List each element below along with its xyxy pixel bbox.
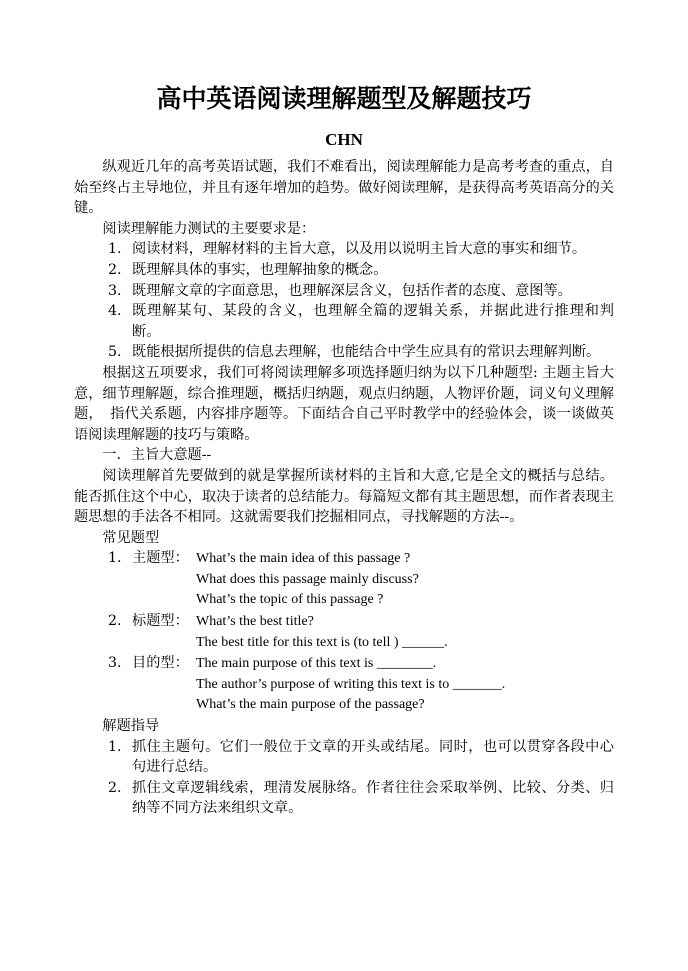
list-item: 3. 目的型： The main purpose of this text is ________. The author’s purpose of writing this text is to _______. What’s the main purpose of the passage? — [74, 653, 614, 716]
guidance-list — [74, 737, 614, 819]
author-line: CHN — [325, 130, 363, 149]
example-question: What does this passage mainly discuss? — [196, 571, 419, 587]
list-item: 5. 既能根据所提供的信息去理解，也能结合中学生应具有的常识去理解判断。 — [108, 344, 601, 361]
section-paragraph: 阅读理解首先要做到的就是掌握所读材料的主旨和大意,它是全文的概括与总结。能否抓住这个中心，取决于读者的总结能力。每篇短文都有其主题思想，而作者表现主题思想的手法各不相同。这就需要我们挖掘相同点，寻找解题的方法--。 — [74, 467, 614, 526]
common-types-heading: 常见题型 — [102, 529, 160, 546]
question-types-list — [74, 548, 614, 716]
question-type-label: 主题型： — [132, 550, 189, 567]
question-types-paragraph: 根据这五项要求，我们可将阅读理解多项选择题归纳为以下几种题型: 主题主旨大意，细节理解题，综合推理题，概括归纳题，观点归纳题，人物评价题，词义句义理解题， 指代关系题，内容排序题等。下面结合自己平时教学中的经验体会，谈一谈做英语阅读理解题的技巧与策略。 — [74, 364, 614, 443]
requirements-list — [74, 239, 614, 363]
example-question: The author’s purpose of writing this text is to _______. — [196, 676, 506, 692]
guidance-heading: 解题指导 — [102, 718, 160, 735]
list-item: 2. 标题型： What’s the best title? The best title for this text is (to tell ) ______. — [74, 611, 614, 653]
section-heading: 一．主旨大意题-- — [102, 447, 212, 464]
example-question: The main purpose of this text is ________. — [196, 656, 437, 672]
document-body — [74, 157, 614, 819]
list-item: 2. 抓住文章逻辑线索，理清发展脉络。作者往往会采取举例、比较、分类、归纳等不同方法来组织文章。 — [108, 779, 614, 817]
question-type-label: 标题型： — [132, 613, 189, 630]
list-item: 1. 主题型： What’s the main idea of this passage ? What does this passage mainly discuss? What’s the topic of this passage ? — [74, 548, 614, 611]
requirements-intro: 阅读理解能力测试的主要要求是： — [102, 220, 316, 237]
example-question: What’s the main purpose of the passage? — [196, 697, 425, 713]
list-item: 1. 抓住主题句。它们一般位于文章的开头或结尾。同时，也可以贯穿各段中心句进行总结。 — [108, 738, 614, 776]
list-item: 3. 既理解文章的字面意思，也理解深层含义，包括作者的态度、意图等。 — [108, 282, 572, 299]
list-item: 4. 既理解某句、某段的含义，也理解全篇的逻辑关系，并据此进行推理和判断。 — [108, 303, 614, 340]
example-question: What’s the topic of this passage ? — [196, 592, 384, 608]
list-item: 2. 既理解具体的事实，也理解抽象的概念。 — [108, 261, 388, 278]
document-title: 高中英语阅读理解题型及解题技巧 — [156, 84, 532, 113]
example-question: What’s the best title? — [196, 614, 314, 630]
example-question: The best title for this text is (to tell ) ______. — [196, 634, 448, 650]
intro-paragraph: 纵观近几年的高考英语试题，我们不难看出，阅读理解能力是高考考查的重点，自始至终占主导地位，并且有逐年增加的趋势。做好阅读理解，是获得高考英语高分的关键。 — [74, 159, 614, 217]
list-item: 1. 阅读材料，理解材料的主旨大意，以及用以说明主旨大意的事实和细节。 — [108, 241, 587, 258]
example-question: What’s the main idea of this passage ? — [196, 551, 411, 567]
question-type-label: 目的型： — [132, 655, 189, 672]
